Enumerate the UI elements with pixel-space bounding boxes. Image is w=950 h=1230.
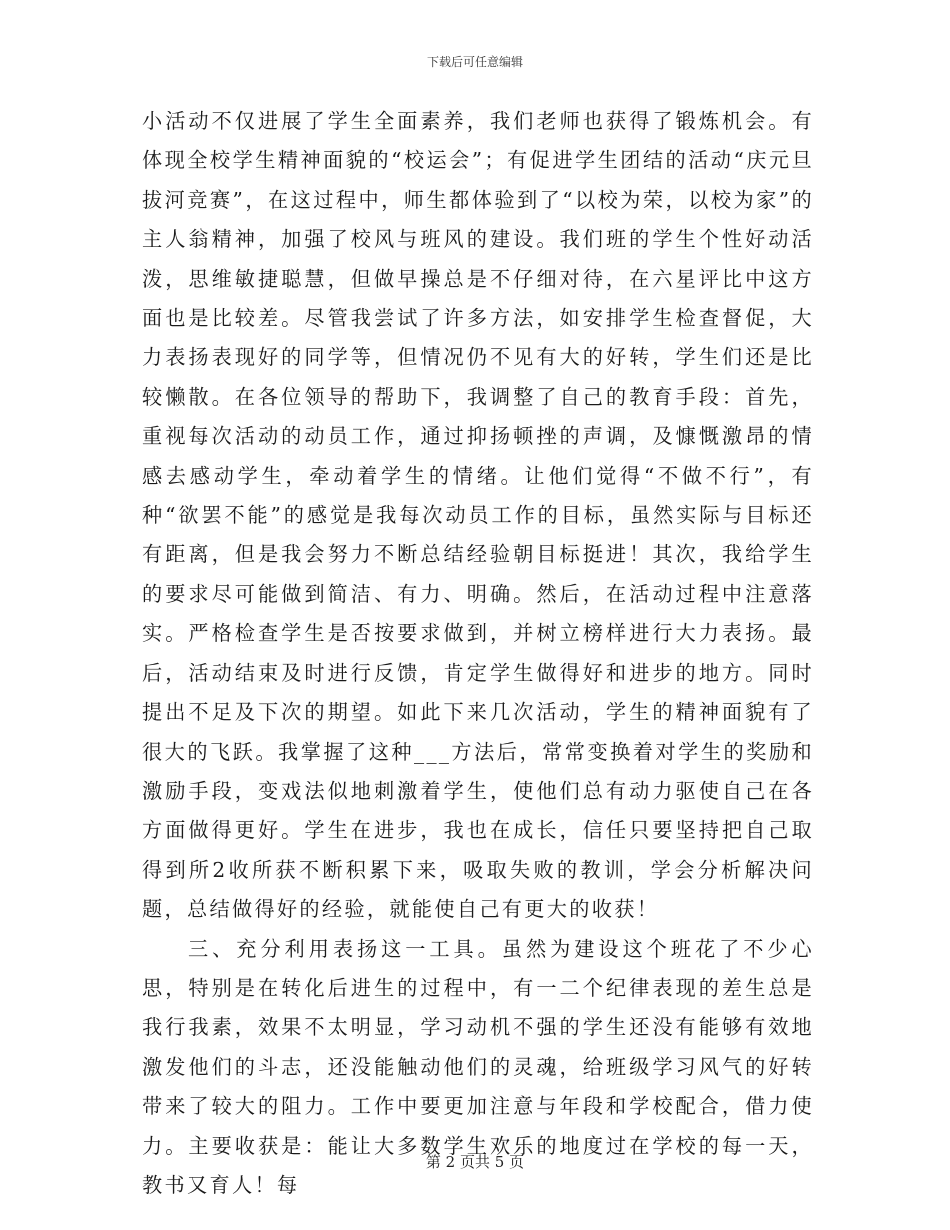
document-body [142, 102, 814, 1205]
page-number-footer: 第 2 页共 5 页 [425, 1153, 525, 1171]
page-header: 下载后可任意编辑 [426, 55, 523, 69]
paragraph-2: 三、充分利用表扬这一工具。虽然为建设这个班花了不少心思，特别是在转化后进生的过程中，有一二个纪律表现的差生总是我行我素，效果不太明显，学习动机不强的学生还没有能够有效地激发他们的斗志，还没能触动他们的灵魂，给班级学习风气的好转带来了较大的阻力。工作中要更加注意与年段和学校配合，借力使力。主要收获是：能让大多数学生欢乐的地度过在学校的每一天，教书又育人！每 [142, 936, 814, 1197]
paragraph-1: 小活动不仅进展了学生全面素养，我们老师也获得了锻炼机会。有体现全校学生精神面貌的“校运会”；有促进学生团结的活动“庆元旦拔河竞赛”，在这过程中，师生都体验到了“以校为荣，以校为家”的主人翁精神，加强了校风与班风的建设。我们班的学生个性好动活泼，思维敏捷聪慧，但做早操总是不仔细对待，在六星评比中这方面也是比较差。尽管我尝试了许多方法，如安排学生检查督促，大力表扬表现好的同学等，但情况仍不见有大的好转，学生们还是比较懒散。在各位领导的帮助下，我调整了自己的教育手段：首先，重视每次活动的动员工作，通过抑扬顿挫的声调，及慷慨激昂的情感去感动学生，牵动着学生的情绪。让他们觉得“不做不行”，有种“欲罢不能”的感觉是我每次动员工作的目标，虽然实际与目标还有距离，但是我会努力不断总结经验朝目标挺进！其次，我给学生的要求尽可能做到简洁、有力、明确。然后，在活动过程中注意落实。严格检查学生是否按要求做到，并树立榜样进行大力表扬。最后，活动结束及时进行反馈，肯定学生做得好和进步的地方。同时提出不足及下次的期望。如此下来几次活动，学生的精神面貌有了很大的飞跃。我掌握了这种___方法后，常常变换着对学生的奖励和激励手段，变戏法似地刺激着学生，使他们总有动力驱使自己在各方面做得更好。学生在进步，我也在成长，信任只要坚持把自己取得到所2收所获不断积累下来，吸取失败的教训，学会分析解决问题，总结做得好的经验，就能使自己有更大的收获！ [142, 109, 814, 922]
